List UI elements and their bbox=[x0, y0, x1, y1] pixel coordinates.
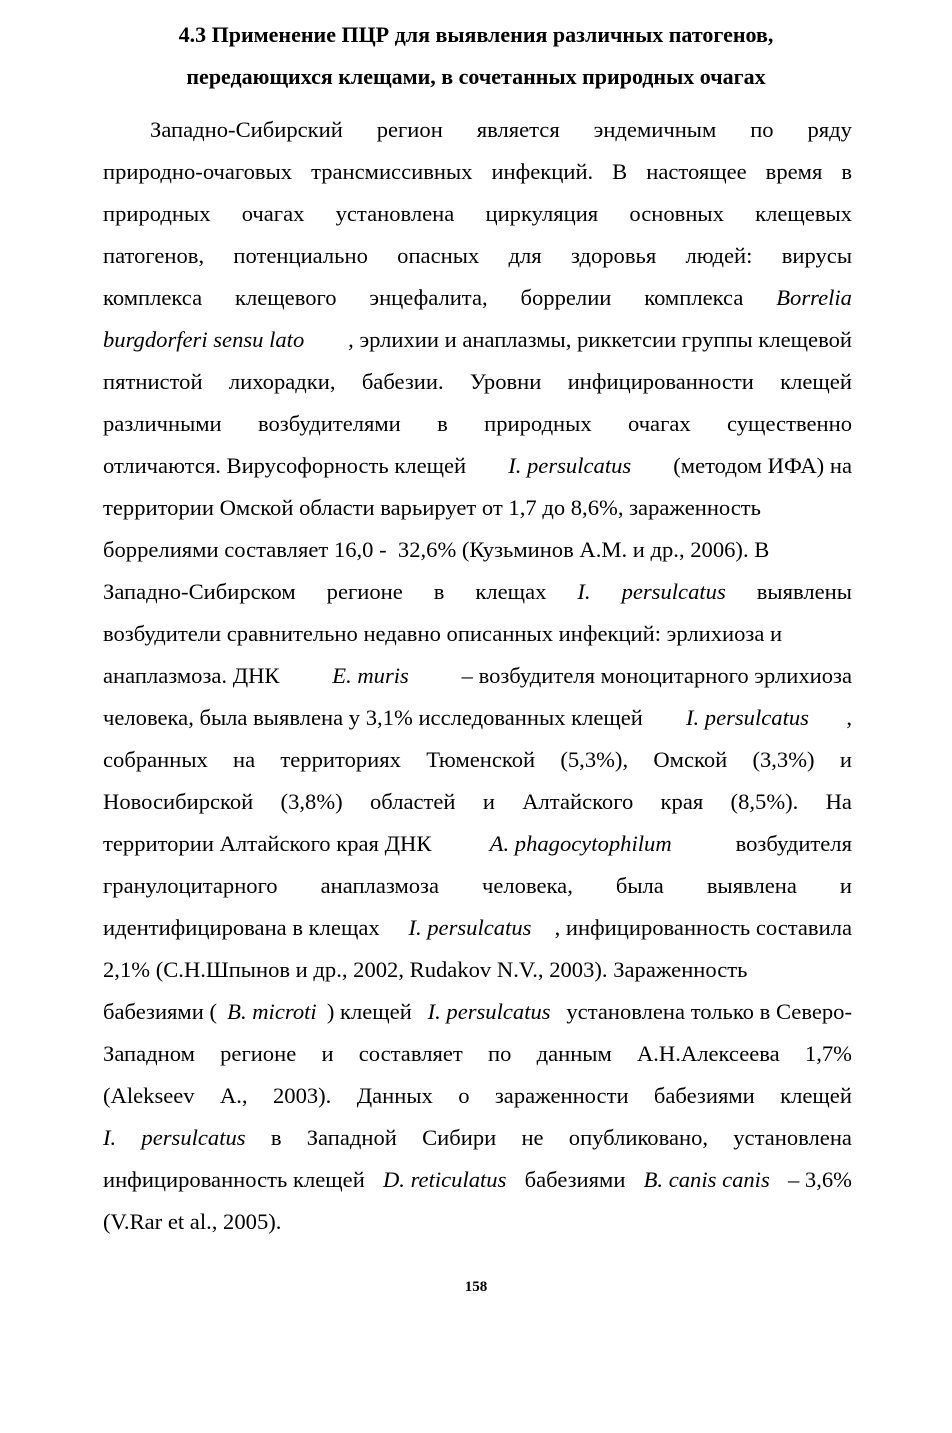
text-run: регионе bbox=[220, 1041, 297, 1066]
text-run: Данных bbox=[356, 1083, 433, 1108]
text-run: и bbox=[839, 873, 852, 898]
text-line bbox=[103, 914, 852, 956]
text-run: по bbox=[487, 1041, 512, 1066]
text-run: Западно-Сибирском bbox=[103, 579, 296, 604]
text-run: клещей bbox=[780, 1083, 852, 1108]
text-run: природно-очаговых bbox=[103, 159, 293, 184]
text-run: опасных bbox=[397, 243, 480, 268]
text-line bbox=[103, 326, 852, 368]
text-run: возбудителями bbox=[257, 411, 401, 436]
text-run: ряду bbox=[807, 117, 852, 142]
italic-term: B. canis canis bbox=[643, 1167, 770, 1192]
text-run: природных bbox=[103, 201, 211, 226]
text-run: – 3,6% bbox=[782, 1167, 852, 1192]
text-run: идентифицирована в клещах bbox=[103, 915, 386, 940]
text-run: в bbox=[270, 1125, 282, 1150]
text-run: территории Алтайского края ДНК bbox=[103, 831, 438, 856]
text-run: комплекса bbox=[103, 285, 203, 310]
text-run: по bbox=[750, 117, 774, 142]
text-line bbox=[103, 200, 852, 242]
text-run: A., bbox=[219, 1083, 248, 1108]
text-line bbox=[103, 1124, 852, 1166]
text-run: Алтайского bbox=[522, 789, 634, 814]
text-run: , эрлихии и анаплазмы, риккетсии группы клещевой bbox=[348, 327, 852, 352]
text-run: выявлена bbox=[706, 873, 797, 898]
text-line bbox=[103, 956, 852, 998]
text-run: клещах bbox=[475, 579, 547, 604]
text-run: и bbox=[321, 1041, 334, 1066]
text-run: и bbox=[482, 789, 495, 814]
italic-term: I. persulcatus bbox=[408, 915, 532, 940]
text-run: в bbox=[841, 159, 852, 184]
text-run: собранных bbox=[103, 747, 208, 772]
text-run: Западном bbox=[103, 1041, 195, 1066]
text-run: (3,3%) bbox=[752, 747, 815, 772]
italic-term: E. muris bbox=[332, 663, 409, 688]
text-run: эндемичным bbox=[593, 117, 717, 142]
text-run: в bbox=[437, 411, 448, 436]
text-run: данным bbox=[536, 1041, 612, 1066]
text-run: А.Н.Алексеева bbox=[636, 1041, 780, 1066]
italic-term: B. microti bbox=[227, 999, 317, 1024]
text-run: установлена bbox=[335, 201, 455, 226]
text-run: (Alekseev bbox=[103, 1083, 195, 1108]
text-line bbox=[103, 578, 852, 620]
text-run: инфицированность клещей bbox=[103, 1167, 371, 1192]
italic-term: burgdorferi sensu lato bbox=[103, 327, 305, 352]
text-run: боррелиями составляет 16,0 - 32,6% (Кузьминов А.М. и др., 2006). В bbox=[103, 537, 770, 562]
text-run: опубликовано, bbox=[568, 1125, 709, 1150]
text-run: людей: bbox=[685, 243, 753, 268]
text-run: установлена только в Северо- bbox=[560, 999, 852, 1024]
text-line bbox=[103, 620, 852, 662]
text-run: 2,1% (С.Н.Шпынов и др., 2002, Rudakov N.V., 2003). Зараженность bbox=[103, 957, 748, 982]
text-run: Сибири bbox=[422, 1125, 497, 1150]
text-run: не bbox=[521, 1125, 544, 1150]
text-run: лихорадки, bbox=[228, 369, 336, 394]
text-line bbox=[103, 746, 852, 788]
italic-term: persulcatus bbox=[621, 579, 726, 604]
text-run: циркуляция bbox=[485, 201, 599, 226]
text-run: регионе bbox=[326, 579, 403, 604]
text-run: (5,3%), bbox=[560, 747, 629, 772]
text-line bbox=[103, 1166, 852, 1208]
text-run: боррелии bbox=[520, 285, 612, 310]
text-run: территориях bbox=[280, 747, 401, 772]
text-run: трансмиссивных bbox=[311, 159, 473, 184]
text-run: человека, bbox=[482, 873, 573, 898]
text-run: является bbox=[476, 117, 560, 142]
text-line bbox=[103, 410, 852, 452]
text-run: В bbox=[612, 159, 628, 184]
text-line bbox=[103, 284, 852, 326]
text-run: Уровни bbox=[469, 369, 542, 394]
text-run: настоящее bbox=[646, 159, 747, 184]
text-line bbox=[103, 788, 852, 830]
text-run: Западной bbox=[306, 1125, 397, 1150]
text-line bbox=[103, 830, 852, 872]
section-heading-line-1: 4.3 Применение ПЦР для выявления различных патогенов, bbox=[178, 22, 774, 47]
text-run: для bbox=[508, 243, 542, 268]
text-run: клещевых bbox=[755, 201, 852, 226]
text-run: и bbox=[839, 747, 852, 772]
text-run: различными bbox=[103, 411, 222, 436]
text-run: патогенов, bbox=[103, 243, 205, 268]
text-run: установлена bbox=[733, 1125, 852, 1150]
text-run: Омской bbox=[653, 747, 728, 772]
text-run: (методом ИФА) на bbox=[667, 453, 852, 478]
text-run: Тюменской bbox=[426, 747, 536, 772]
text-line bbox=[103, 158, 852, 200]
text-run: гранулоцитарного bbox=[103, 873, 278, 898]
text-line bbox=[103, 1082, 852, 1124]
text-run: зараженности bbox=[494, 1083, 629, 1108]
italic-term: persulcatus bbox=[141, 1125, 246, 1150]
text-run: (V.Rar et al., 2005). bbox=[103, 1209, 282, 1234]
text-run: бабезиями ( bbox=[103, 999, 217, 1024]
text-run: Новосибирской bbox=[103, 789, 254, 814]
text-line bbox=[103, 704, 852, 746]
text-run: очагах bbox=[241, 201, 305, 226]
text-line bbox=[103, 452, 852, 494]
text-run: природных bbox=[484, 411, 592, 436]
text-line bbox=[103, 1040, 852, 1082]
text-line bbox=[103, 872, 852, 914]
text-line bbox=[103, 242, 852, 284]
text-run: клещей bbox=[780, 369, 852, 394]
text-run: – возбудителя моноцитарного эрлихиоза bbox=[455, 663, 852, 688]
italic-term: I. persulcatus bbox=[427, 999, 551, 1024]
text-run: бабезии. bbox=[361, 369, 444, 394]
text-run: вирусы bbox=[781, 243, 852, 268]
italic-term: I. persulcatus bbox=[685, 705, 809, 730]
text-run: (3,8%) bbox=[280, 789, 343, 814]
text-run: о bbox=[458, 1083, 470, 1108]
text-line bbox=[103, 368, 852, 410]
text-run: существенно bbox=[727, 411, 852, 436]
text-run: бабезиями bbox=[518, 1167, 632, 1192]
text-line bbox=[103, 1208, 852, 1250]
text-run: 2003). bbox=[272, 1083, 332, 1108]
italic-term: I. bbox=[103, 1125, 117, 1150]
body-paragraph bbox=[103, 116, 852, 1250]
text-run: областей bbox=[369, 789, 456, 814]
text-run: была bbox=[615, 873, 664, 898]
text-run: пятнистой bbox=[103, 369, 203, 394]
text-run: человека, была выявлена у 3,1% исследованных клещей bbox=[103, 705, 649, 730]
text-run: инфекций. bbox=[491, 159, 594, 184]
text-run: время bbox=[765, 159, 823, 184]
text-run: здоровья bbox=[570, 243, 657, 268]
text-run: (8,5%). bbox=[730, 789, 799, 814]
text-run: энцефалита, bbox=[369, 285, 488, 310]
text-run: выявлены bbox=[756, 579, 852, 604]
italic-term: D. reticulatus bbox=[382, 1167, 507, 1192]
text-line bbox=[103, 116, 852, 158]
text-run: Западно-Сибирский bbox=[150, 117, 343, 142]
text-run: в bbox=[433, 579, 445, 604]
text-run: потенциально bbox=[233, 243, 368, 268]
text-run: , инфицированность составила bbox=[554, 915, 852, 940]
text-run: на bbox=[233, 747, 256, 772]
text-run: ) клещей bbox=[326, 999, 418, 1024]
text-run: края bbox=[660, 789, 704, 814]
text-run: анаплазмоза bbox=[320, 873, 440, 898]
text-line bbox=[103, 998, 852, 1040]
text-run: , bbox=[846, 705, 852, 730]
text-run: отличаются. Вирусофорность клещей bbox=[103, 453, 472, 478]
text-line bbox=[103, 494, 852, 536]
text-run: бабезиями bbox=[653, 1083, 755, 1108]
text-run: возбудители сравнительно недавно описанных инфекций: эрлихиоза и bbox=[103, 621, 783, 646]
text-run: составляет bbox=[358, 1041, 463, 1066]
text-run: очагах bbox=[627, 411, 691, 436]
text-line bbox=[103, 536, 852, 578]
text-run: инфицированности bbox=[567, 369, 754, 394]
page-number: 158 bbox=[464, 1279, 488, 1295]
italic-term: Borrelia bbox=[776, 285, 852, 310]
text-run: комплекса bbox=[644, 285, 744, 310]
text-run: возбудителя bbox=[724, 831, 852, 856]
text-run: основных bbox=[629, 201, 724, 226]
text-run: 1,7% bbox=[804, 1041, 852, 1066]
italic-term: I. bbox=[577, 579, 591, 604]
text-run: анаплазмоза. ДНК bbox=[103, 663, 286, 688]
text-run: клещевого bbox=[235, 285, 337, 310]
italic-term: I. persulcatus bbox=[508, 453, 632, 478]
text-run: На bbox=[825, 789, 852, 814]
section-heading-line-2: передающихся клещами, в сочетанных природных очагах bbox=[186, 64, 766, 89]
italic-term: A. phagocytophilum bbox=[489, 831, 672, 856]
text-line bbox=[103, 662, 852, 704]
text-run: территории Омской области варьирует от 1,7 до 8,6%, зараженность bbox=[103, 495, 761, 520]
text-run: регион bbox=[376, 117, 443, 142]
